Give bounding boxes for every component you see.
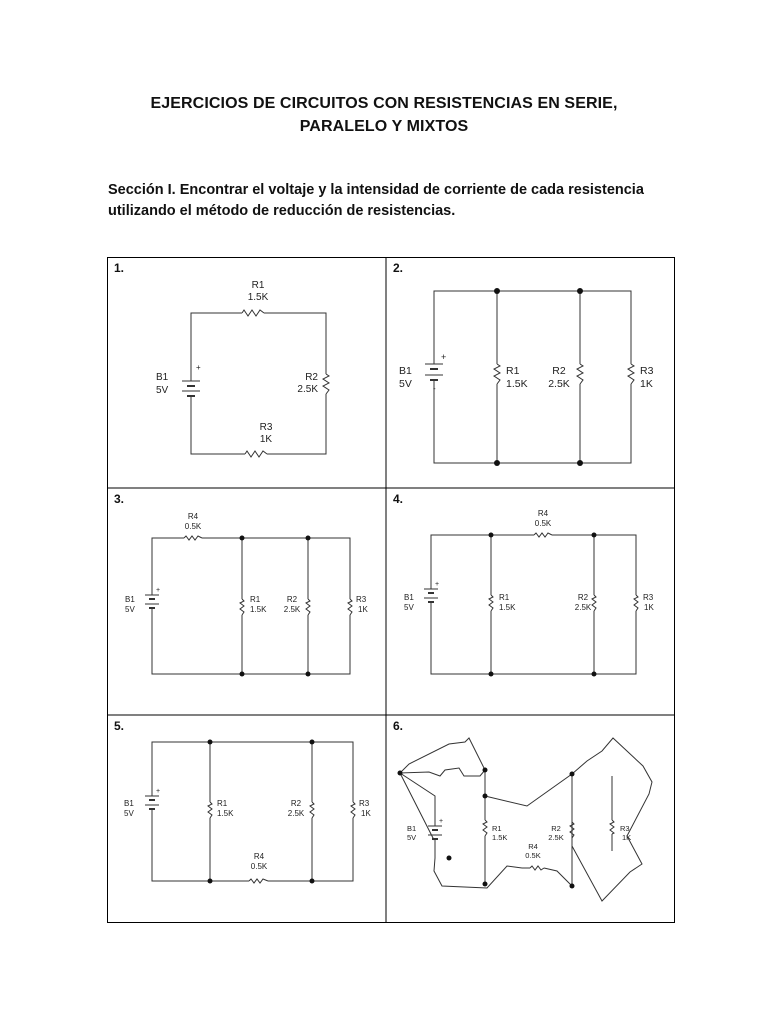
- r3-label: R3: [640, 365, 654, 377]
- battery-b1: [145, 587, 160, 612]
- b1-label: B1: [125, 595, 135, 604]
- r1-label: R1: [217, 799, 228, 808]
- junction-node: [483, 882, 488, 887]
- junction-node: [240, 672, 245, 677]
- b1-value: 5V: [407, 833, 417, 842]
- junction-node: [570, 884, 575, 889]
- r2-value: 2.5K: [297, 384, 318, 395]
- r3-label: R3: [643, 593, 654, 602]
- r1-label: R1: [250, 595, 261, 604]
- circuit-2-diagram: [387, 258, 676, 489]
- exercise-grid: [107, 257, 675, 923]
- resistor-r2: [323, 374, 329, 394]
- junction-node: [310, 879, 315, 884]
- r3-value: 1K: [640, 378, 653, 390]
- b1-label: B1: [124, 799, 134, 808]
- exercise-number: 3.: [114, 492, 125, 506]
- resistor-r4: [184, 536, 202, 540]
- exercise-number: 4.: [393, 492, 404, 506]
- r1-value: 1.5K: [492, 833, 508, 842]
- r3-label: R3: [259, 422, 273, 433]
- wire: [431, 535, 636, 674]
- r3-value: 1K: [622, 833, 632, 842]
- resistor-r4: [530, 866, 544, 870]
- r2-value: 2.5K: [287, 809, 305, 818]
- r2-value: 2.5K: [574, 603, 592, 612]
- r2-label: R2: [577, 593, 589, 602]
- b1-label: B1: [156, 372, 169, 383]
- junction-node: [483, 768, 488, 773]
- resistor-r2: [592, 595, 596, 611]
- b1-value: 5V: [399, 378, 412, 390]
- resistor-r4: [534, 533, 552, 537]
- r3-value: 1K: [259, 434, 273, 445]
- r3-value: 1K: [361, 809, 371, 818]
- b1-value: 5V: [404, 603, 414, 612]
- resistor-r1: [240, 599, 244, 615]
- battery-plus: +: [156, 587, 161, 594]
- junction-node: [398, 771, 403, 776]
- circuit-6-diagram: [387, 716, 676, 924]
- battery-b1: [145, 788, 160, 814]
- junction-node: [592, 533, 597, 538]
- r1-value: 1.5K: [499, 603, 516, 612]
- junction-node: [208, 740, 213, 745]
- b1-value: 5V: [124, 809, 134, 818]
- b1-label: B1: [399, 365, 412, 377]
- r2-value: 2.5K: [283, 605, 301, 614]
- r4-value: 0.5K: [525, 851, 541, 860]
- r4-value: 0.5K: [534, 519, 552, 528]
- exercise-1: [108, 258, 387, 489]
- junction-node: [494, 288, 500, 294]
- exercise-number: 1.: [114, 261, 125, 275]
- r2-label: R2: [286, 595, 298, 604]
- battery-b1: [425, 352, 446, 393]
- r1-label: R1: [492, 824, 502, 833]
- r2-label: R2: [290, 799, 302, 808]
- resistor-r3: [351, 802, 355, 818]
- title-line-2: PARALELO Y MIXTOS: [299, 118, 469, 135]
- r3-value: 1K: [358, 605, 368, 614]
- section-heading: [108, 180, 708, 222]
- r1-value: 1.5K: [506, 378, 528, 390]
- exercise-number: 6.: [393, 719, 404, 733]
- r2-value: 2.5K: [548, 833, 564, 842]
- junction-node: [592, 672, 597, 677]
- battery-plus: +: [196, 363, 201, 372]
- r1-value: 1.5K: [250, 605, 267, 614]
- resistor-r4: [249, 879, 268, 883]
- r1-value: 1.5K: [247, 292, 269, 303]
- junction-node: [240, 536, 245, 541]
- exercise-2: [387, 258, 676, 489]
- r1-value: 1.5K: [217, 809, 234, 818]
- section-line-1: Sección I. Encontrar el voltaje y la intensidad de corriente de cada resistencia: [108, 182, 644, 198]
- circuit-1-diagram: [108, 258, 387, 489]
- battery-b1: [428, 818, 443, 839]
- junction-node: [494, 460, 500, 466]
- resistor-r3: [610, 820, 614, 834]
- wire: [434, 291, 631, 463]
- junction-node: [310, 740, 315, 745]
- r3-label: R3: [359, 799, 370, 808]
- circuit-5-diagram: [108, 716, 387, 924]
- resistor-r1: [483, 820, 487, 836]
- r3-label: R3: [356, 595, 367, 604]
- b1-value: 5V: [156, 385, 169, 396]
- section-line-2: utilizando el método de reducción de resistencias.: [108, 203, 456, 219]
- document-title: [0, 92, 768, 138]
- resistor-r1: [208, 802, 212, 818]
- r2-label: R2: [551, 824, 561, 833]
- r4-label: R4: [528, 842, 538, 851]
- r3-label: R3: [620, 824, 630, 833]
- resistor-r3: [245, 451, 267, 457]
- r4-label: R4: [253, 852, 265, 861]
- r1-label: R1: [251, 280, 265, 291]
- resistor-r2: [306, 599, 310, 615]
- resistor-r2: [577, 364, 583, 384]
- battery-plus: +: [435, 581, 440, 588]
- r2-label: R2: [552, 365, 566, 377]
- r4-value: 0.5K: [250, 862, 268, 871]
- b1-value: 5V: [125, 605, 135, 614]
- wire: [152, 742, 353, 881]
- resistor-r3: [634, 595, 638, 611]
- junction-node: [306, 536, 311, 541]
- resistor-r1: [489, 595, 493, 611]
- b1-label: B1: [404, 593, 414, 602]
- battery-plus: +: [439, 818, 444, 825]
- r3-value: 1K: [644, 603, 654, 612]
- circuit-4-diagram: [387, 489, 676, 716]
- junction-node: [577, 288, 583, 294]
- junction-node: [570, 772, 575, 777]
- r2-label: R2: [305, 372, 318, 383]
- resistor-r1: [242, 310, 264, 316]
- exercise-4: [387, 489, 676, 716]
- resistor-r2: [310, 802, 314, 818]
- wire: [400, 738, 652, 901]
- battery-plus: +: [441, 352, 447, 362]
- battery-minus: -: [433, 384, 436, 393]
- b1-label: B1: [407, 824, 417, 833]
- resistor-r3: [348, 599, 352, 615]
- exercise-5: [108, 716, 387, 924]
- exercise-number: 2.: [393, 261, 404, 275]
- r2-value: 2.5K: [548, 378, 570, 390]
- junction-node: [489, 533, 494, 538]
- title-line-1: EJERCICIOS DE CIRCUITOS CON RESISTENCIAS EN SERIE,: [150, 95, 618, 112]
- exercise-3: [108, 489, 387, 716]
- junction-node: [483, 794, 488, 799]
- battery-plus: +: [156, 788, 161, 795]
- r4-value: 0.5K: [184, 522, 202, 531]
- junction-node: [306, 672, 311, 677]
- r1-label: R1: [506, 365, 520, 377]
- resistor-r1: [494, 364, 500, 384]
- junction-node: [577, 460, 583, 466]
- junction-node: [208, 879, 213, 884]
- exercise-number: 5.: [114, 719, 125, 733]
- r1-label: R1: [499, 593, 510, 602]
- exercise-6: [387, 716, 676, 924]
- junction-node: [447, 856, 452, 861]
- junction-node: [489, 672, 494, 677]
- r4-label: R4: [187, 512, 199, 521]
- battery-b1: [424, 581, 439, 607]
- circuit-3-diagram: [108, 489, 387, 716]
- r4-label: R4: [537, 509, 549, 518]
- resistor-r3: [628, 364, 634, 384]
